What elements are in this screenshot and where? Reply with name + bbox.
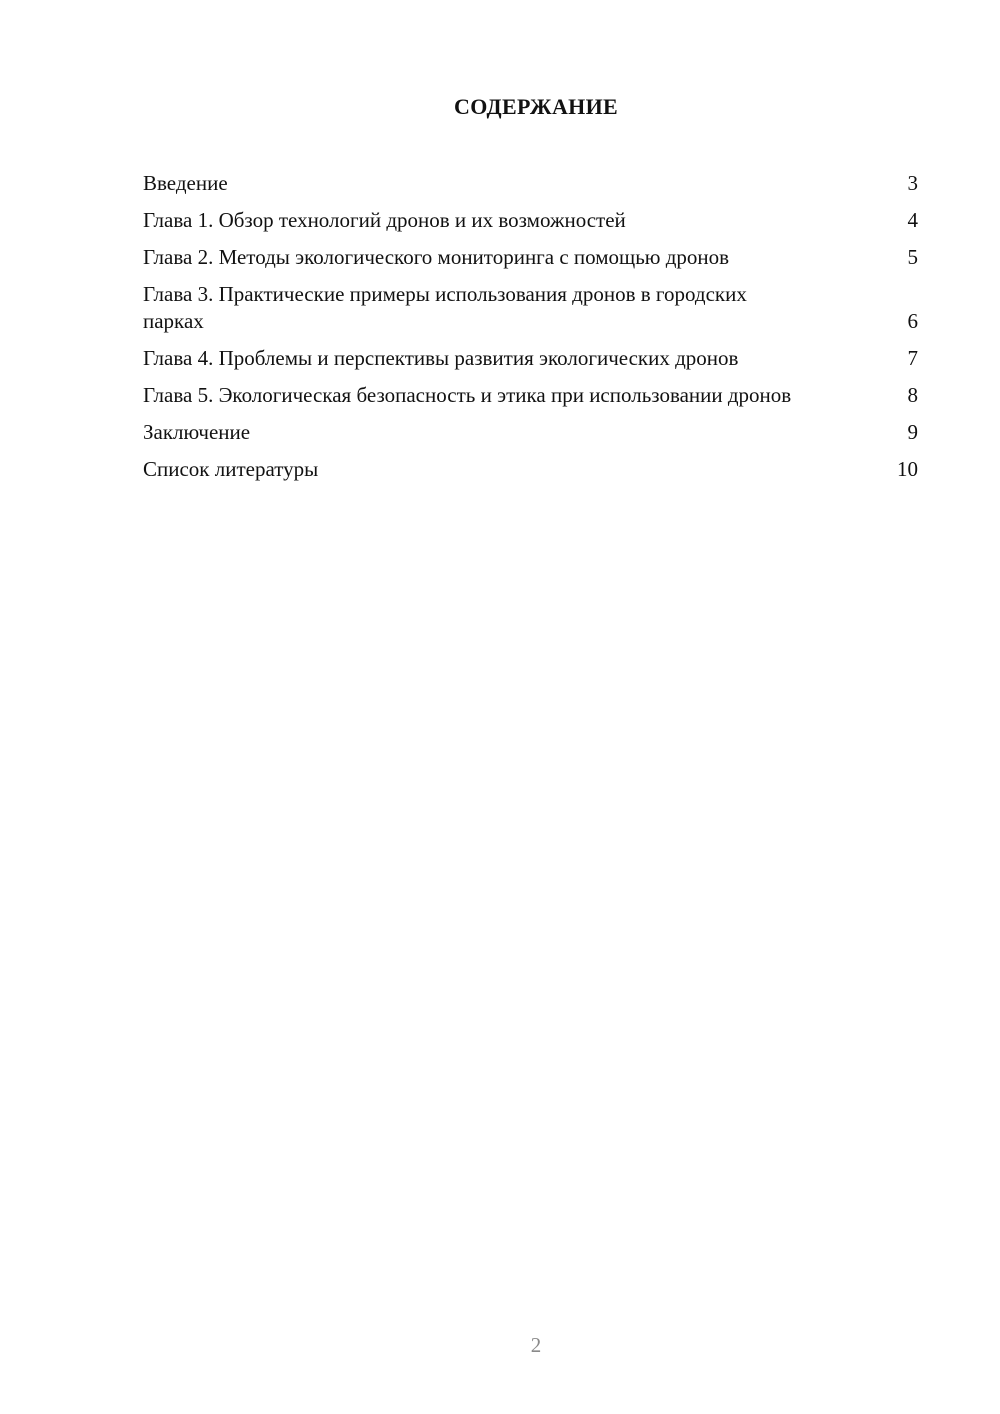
- toc-entry-title: Глава 5. Экологическая безопасность и этика при использовании дронов: [143, 383, 792, 407]
- toc-entry-page: 7: [907, 346, 918, 370]
- toc-entry-title: Введение: [143, 171, 228, 195]
- toc-entry-title: Глава 2. Методы экологического мониторинга с помощью дронов: [143, 245, 730, 269]
- toc-entry-chapter-3: [143, 281, 918, 335]
- toc-entry-page: 8: [907, 383, 918, 407]
- toc-entry-page: 6: [907, 309, 918, 333]
- toc-entry-page: 5: [907, 245, 918, 269]
- toc-entry-page: 4: [907, 208, 918, 232]
- toc-entry-title: Глава 3. Практические примеры использования дронов в городских парках: [143, 282, 747, 333]
- toc-entry-chapter-1: [143, 207, 918, 234]
- toc-entry-chapter-2: [143, 244, 918, 271]
- toc-entry-bibliography: [143, 456, 918, 483]
- table-of-contents: [143, 170, 918, 493]
- toc-entry-title: Заключение: [143, 420, 251, 444]
- toc-heading: СОДЕРЖАНИЕ: [454, 94, 618, 119]
- toc-entry-page: 3: [907, 171, 918, 195]
- toc-entry-conclusion: [143, 419, 918, 446]
- toc-entry-chapter-5: [143, 382, 918, 409]
- page-number: 2: [530, 1333, 542, 1357]
- toc-entry-chapter-4: [143, 345, 918, 372]
- toc-entry-title: Глава 4. Проблемы и перспективы развития экологических дронов: [143, 346, 739, 370]
- toc-entry-title: Список литературы: [143, 457, 319, 481]
- toc-entry-introduction: [143, 170, 918, 197]
- toc-entry-page: 10: [897, 457, 918, 481]
- toc-entry-title: Глава 1. Обзор технологий дронов и их возможностей: [143, 208, 626, 232]
- toc-entry-page: 9: [907, 420, 918, 444]
